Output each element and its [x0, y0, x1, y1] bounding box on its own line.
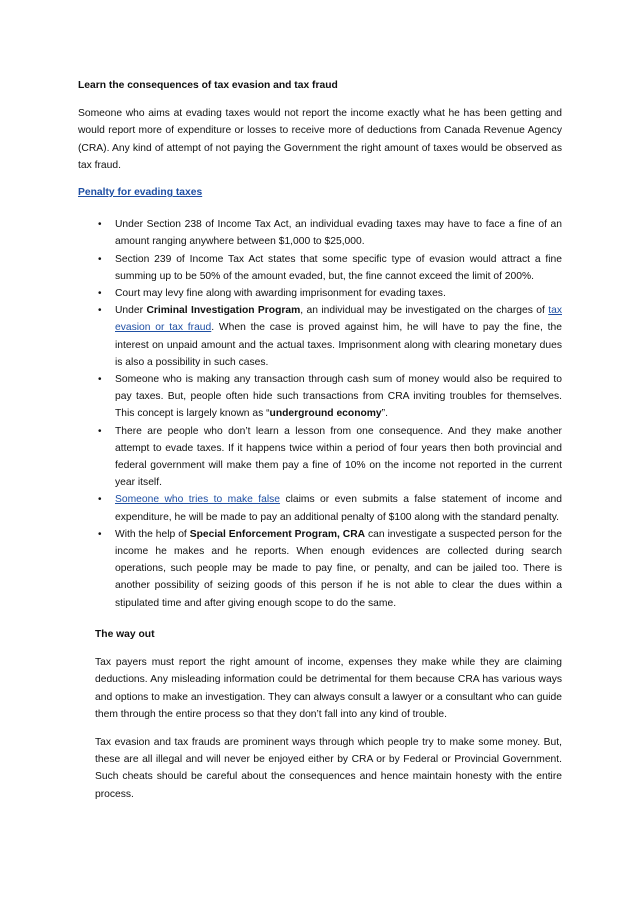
bullet-icon: •: [98, 494, 102, 506]
penalty-bullet-list: [78, 216, 562, 612]
bullet-icon: •: [98, 288, 102, 300]
bullet-icon: •: [98, 528, 102, 540]
list-item-text: There are people who don’t learn a lesson from one consequence. And they make another attempt to evade taxes. If it happens twice within a period of four years then both provincial and federal government will make them pay a fine of 10% on the income not reported in the current year itself.: [115, 425, 562, 489]
tax-evasion-link[interactable]: tax evasion or tax fraud: [115, 305, 562, 334]
list-item-text-middle: , an individual may be investigated on the charges of: [300, 305, 549, 317]
list-item-text-start: With the help of: [115, 528, 190, 540]
list-item-text-start: Someone who is making any transaction through cash sum of money would also be required to pay taxes. But, people often hide such transactions from CRA inviting troubles for themselves. This concept is largely known as “: [115, 374, 562, 420]
list-item: [98, 526, 563, 612]
list-item-text-end: . When the case is proved against him, he will have to pay the fine, the interest on unpaid amount and the actual taxes. Imprisonment along with clearing monetary dues is also a possibility in such cases.: [115, 322, 562, 368]
list-item: [98, 423, 562, 492]
special-enforcement-program-term: Special Enforcement Program, CRA: [189, 528, 366, 540]
way-out-paragraph-2: Tax evasion and tax frauds are prominent ways through which people try to make some money. But, these are all illegal and will never be enjoyed either by CRA or by Federal or Provincial Government. Such cheats should be careful about the consequences and hence maintain honesty with the entire process.: [95, 736, 562, 800]
document-page: [78, 77, 562, 803]
bullet-icon: •: [98, 374, 102, 386]
underground-economy-term: underground economy: [269, 408, 382, 420]
list-item-text: Under Section 238 of Income Tax Act, an individual evading taxes may have to face a fine of an amount ranging anywhere between $1,000 to $25,000.: [115, 219, 562, 248]
bullet-icon: •: [98, 253, 102, 265]
way-out-paragraph-1: Tax payers must report the right amount of income, expenses they make while they are claiming deductions. Any misleading information could be detrimental for them because CRA has various ways and options to make an investigation. They can always consult a lawyer or a consultant who can guide them through the entire process so that they don’t fall into any kind of trouble.: [95, 657, 562, 720]
list-item-text-end: ”.: [381, 408, 388, 420]
bullet-icon: •: [98, 219, 102, 231]
bullet-icon: •: [98, 425, 102, 437]
way-out-heading: The way out: [95, 628, 155, 640]
list-item-text-end: claims or even submits a false statement of income and expenditure, he will be made to pay an additional penalty of $100 along with the standard penalty.: [115, 494, 562, 523]
bullet-icon: •: [98, 305, 102, 317]
criminal-investigation-program-term: Criminal Investigation Program: [146, 305, 301, 317]
list-item: [98, 216, 562, 250]
list-item: [98, 302, 562, 371]
document-heading: Learn the consequences of tax evasion and tax fraud: [78, 80, 338, 91]
list-item: [98, 491, 562, 525]
list-item-text-start: Under: [115, 305, 147, 317]
list-item-text: Section 239 of Income Tax Act states that some specific type of evasion would attract a fine summing up to be 50% of the amount evaded, but, the fine cannot exceed the limit of 200%.: [115, 253, 562, 282]
intro-paragraph: Someone who aims at evading taxes would not report the income exactly what he has been getting and would report more of expenditure or losses to receive more of deductions from Canada Revenue Agency (CRA). Any kind of attempt of not paying the Government the right amount of taxes would be observed as tax fraud.: [78, 108, 562, 171]
false-claims-link[interactable]: Someone who tries to make false: [115, 494, 281, 506]
list-item: [98, 371, 562, 423]
penalty-section-link[interactable]: Penalty for evading taxes: [78, 187, 203, 199]
list-item: [98, 285, 562, 302]
list-item-text-end: can investigate a suspected person for the income he makes and he reports. When enough evidences are collected during search operations, such people may be made to pay fine, or penalty, and can be jailed too. There is another possibility of seizing goods of this person if he is not able to clear the dues within a stipulated time and after giving enough scope to do the same.: [115, 528, 563, 609]
list-item: [98, 251, 562, 285]
list-item-text: Court may levy fine along with awarding imprisonment for evading taxes.: [115, 288, 446, 300]
way-out-section: [78, 626, 562, 803]
